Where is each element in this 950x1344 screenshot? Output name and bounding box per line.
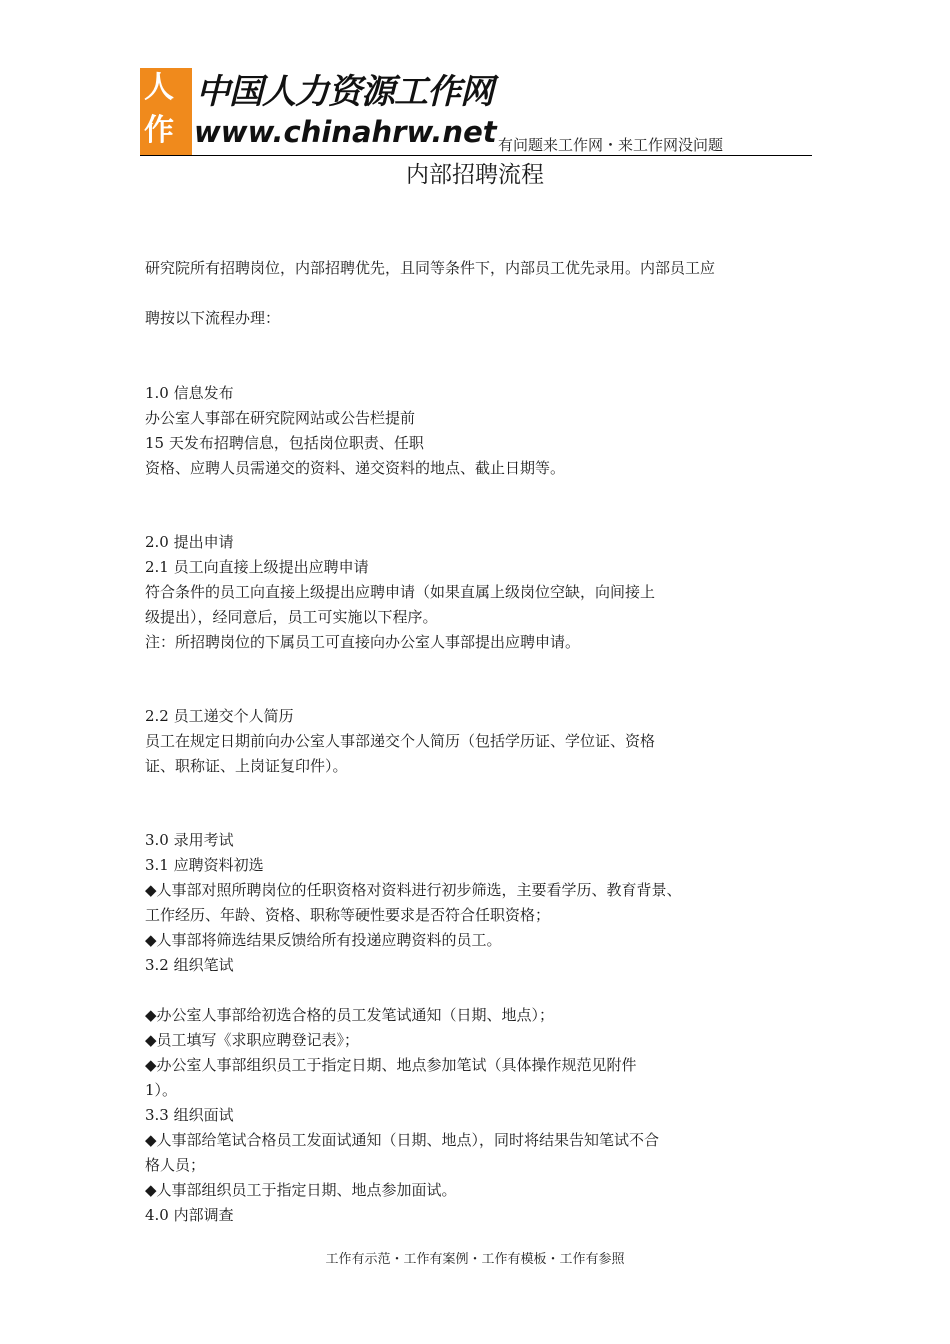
page-header xyxy=(140,62,812,158)
header-slogan: 有问题来工作网・来工作网没问题 xyxy=(498,136,724,154)
text-line: 工作经历、年龄、资格、职称等硬性要求是否符合任职资格； xyxy=(145,906,551,924)
section-2 xyxy=(145,530,655,655)
logo-mark xyxy=(140,68,192,156)
intro-paragraph xyxy=(145,256,715,331)
text-line: 聘按以下流程办理： xyxy=(145,309,281,327)
bullet-line: ◆员工填写《求职应聘登记表》； xyxy=(145,1031,360,1049)
page-footer: 工作有示范・工作有案例・工作有模板・工作有参照 xyxy=(325,1252,625,1267)
bullet-line: ◆办公室人事部给初选合格的员工发笔试通知（日期、地点）； xyxy=(145,1006,555,1024)
logo-name: 中国人力资源工作网 xyxy=(196,72,493,112)
subsection-heading: 3.1 应聘资料初选 xyxy=(145,856,264,874)
section-2-2 xyxy=(145,704,655,779)
header-divider xyxy=(140,155,812,156)
section-3 xyxy=(145,828,682,978)
text-line: 证、职称证、上岗证复印件）。 xyxy=(145,757,348,775)
text-line: 员工在规定日期前向办公室人事部递交个人简历（包括学历证、学位证、资格 xyxy=(145,732,656,750)
text-line: 格人员； xyxy=(145,1156,206,1174)
subsection-heading: 3.2 组织笔试 xyxy=(145,956,234,974)
section-heading: 4.0 内部调查 xyxy=(145,1206,234,1224)
section-heading: 2.0 提出申请 xyxy=(145,533,234,551)
text-line: 15 天发布招聘信息，包括岗位职责、任职 xyxy=(145,434,424,452)
logo-url: www.chinahrw.net xyxy=(194,115,497,149)
bullet-line: ◆人事部对照所聘岗位的任职资格对资料进行初步筛选，主要看学历、教育背景、 xyxy=(145,881,682,899)
note-line: 注：所招聘岗位的下属员工可直接向办公室人事部提出应聘申请。 xyxy=(145,633,581,651)
logo-glyph-top: 人 xyxy=(144,70,174,105)
section-heading: 3.0 录用考试 xyxy=(145,831,234,849)
text-line: 级提出），经同意后，员工可实施以下程序。 xyxy=(145,608,438,626)
text-line: 1）。 xyxy=(145,1081,178,1099)
subsection-heading: 3.3 组织面试 xyxy=(145,1106,234,1124)
document-title: 内部招聘流程 xyxy=(406,162,544,188)
bullet-line: ◆人事部给笔试合格员工发面试通知（日期、地点），同时将结果告知笔试不合 xyxy=(145,1131,660,1149)
subsection-heading: 2.2 员工递交个人简历 xyxy=(145,707,294,725)
bullet-line: ◆人事部组织员工于指定日期、地点参加面试。 xyxy=(145,1181,457,1199)
text-line: 研究院所有招聘岗位，内部招聘优先，且同等条件下，内部员工优先录用。内部员工应 xyxy=(145,259,716,277)
section-3-continued xyxy=(145,1003,659,1228)
text-line: 资格、应聘人员需递交的资料、递交资料的地点、截止日期等。 xyxy=(145,459,566,477)
bullet-line: ◆办公室人事部组织员工于指定日期、地点参加笔试（具体操作规范见附件 xyxy=(145,1056,637,1074)
section-1 xyxy=(145,381,565,481)
text-line: 符合条件的员工向直接上级提出应聘申请（如果直属上级岗位空缺，向间接上 xyxy=(145,583,656,601)
text-line: 办公室人事部在研究院网站或公告栏提前 xyxy=(145,409,416,427)
subsection-heading: 2.1 员工向直接上级提出应聘申请 xyxy=(145,558,369,576)
bullet-line: ◆人事部将筛选结果反馈给所有投递应聘资料的员工。 xyxy=(145,931,502,949)
logo-glyph-bottom: 作 xyxy=(144,113,174,148)
section-heading: 1.0 信息发布 xyxy=(145,384,234,402)
